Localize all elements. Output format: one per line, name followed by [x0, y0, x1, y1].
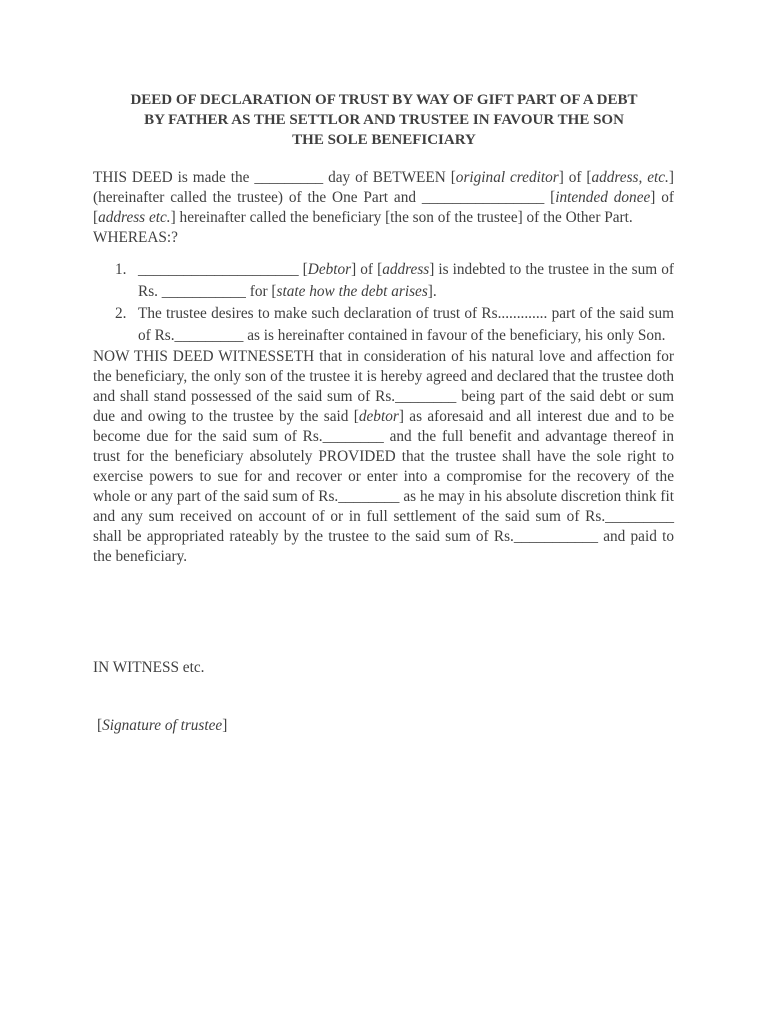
intro-italic-intended-donee: intended donee	[555, 189, 651, 206]
title-line-2: BY FATHER AS THE SETTLOR AND TRUSTEE IN FAVOUR THE SON	[144, 112, 624, 128]
intro-text-3: ] (hereinafter called the trustee) of the One Part and ________________ [	[93, 169, 674, 206]
recital-1-text-4: ].	[427, 283, 437, 300]
whereas-heading: WHEREAS:?	[93, 229, 178, 246]
intro-text-4: ] of [	[93, 189, 674, 226]
recital-number: 1.	[115, 261, 127, 278]
signature-label: Signature of trustee	[102, 717, 223, 734]
title-line-1: DEED OF DECLARATION OF TRUST BY WAY OF GIFT PART OF A DEBT	[130, 92, 638, 108]
recital-1-italic-debtor: Debtor	[307, 261, 352, 278]
intro-italic-address: address, etc.	[591, 169, 669, 186]
witnesseth-italic-debtor: debtor	[358, 408, 399, 425]
recital-1-italic-debt-arises: state how the debt arises	[276, 283, 428, 300]
witnesseth-paragraph	[93, 347, 674, 567]
recital-item-2	[93, 303, 674, 347]
recital-number: 2.	[115, 305, 127, 322]
intro-text-1: THIS DEED is made the _________ day of BETWEEN [	[93, 169, 456, 186]
signature-placeholder	[97, 716, 227, 736]
intro-paragraph	[93, 168, 674, 228]
recitals-list	[93, 259, 674, 347]
signature-open-bracket: [	[97, 717, 103, 734]
title-line-3: THE SOLE BENEFICIARY	[292, 132, 476, 148]
document-title	[80, 90, 688, 150]
recital-1-text-2: ] of [	[351, 261, 383, 278]
recital-1-italic-address: address	[382, 261, 430, 278]
document-body	[93, 168, 674, 567]
recital-1-text-3: ] is indebted to the trustee in the sum of Rs. ___________ for [	[138, 261, 674, 300]
intro-italic-address-etc: address etc.	[98, 209, 171, 226]
recital-2-text: The trustee desires to make such declaration of trust of Rs............. part of the said sum of Rs._________ as is hereinafter contained in favour of the beneficiary, his only Son.	[138, 305, 674, 344]
recital-item-1	[93, 259, 674, 303]
witnesseth-text-1: NOW THIS DEED WITNESSETH that in consideration of his natural love and affection for the beneficiary, the only son of the trustee it is hereby agreed and declared that the trustee doth and shall stand possessed of the said sum of Rs.________ being part of the said debt or sum due and owing to the trustee by the said [	[93, 348, 674, 425]
intro-italic-original-creditor: original creditor	[455, 169, 559, 186]
recital-1-text-1: _____________________ [	[138, 261, 308, 278]
signature-close-bracket: ]	[222, 717, 228, 734]
intro-text-2: ] of [	[558, 169, 592, 186]
intro-text-5: ] hereinafter called the beneficiary [the son of the trustee] of the Other Part.	[170, 209, 633, 226]
in-witness-clause: IN WITNESS etc.	[93, 659, 205, 676]
witnesseth-text-2: ] as aforesaid and all interest due and to be become due for the said sum of Rs.________ and the full benefit and advantage thereof in trust for the beneficiary absolutely PROVIDED that the trustee shall have the sole right to exercise powers to sue for and recover or enter into a compromise for the recovery of the whole or any part of the said sum of Rs.________ as he may in his absolute discretion think fit and any sum received on account of or in full settlement of the said sum of Rs._________ shall be appropriated rateably by the trustee to the said sum of Rs.___________ and paid to the beneficiary.	[93, 408, 674, 565]
